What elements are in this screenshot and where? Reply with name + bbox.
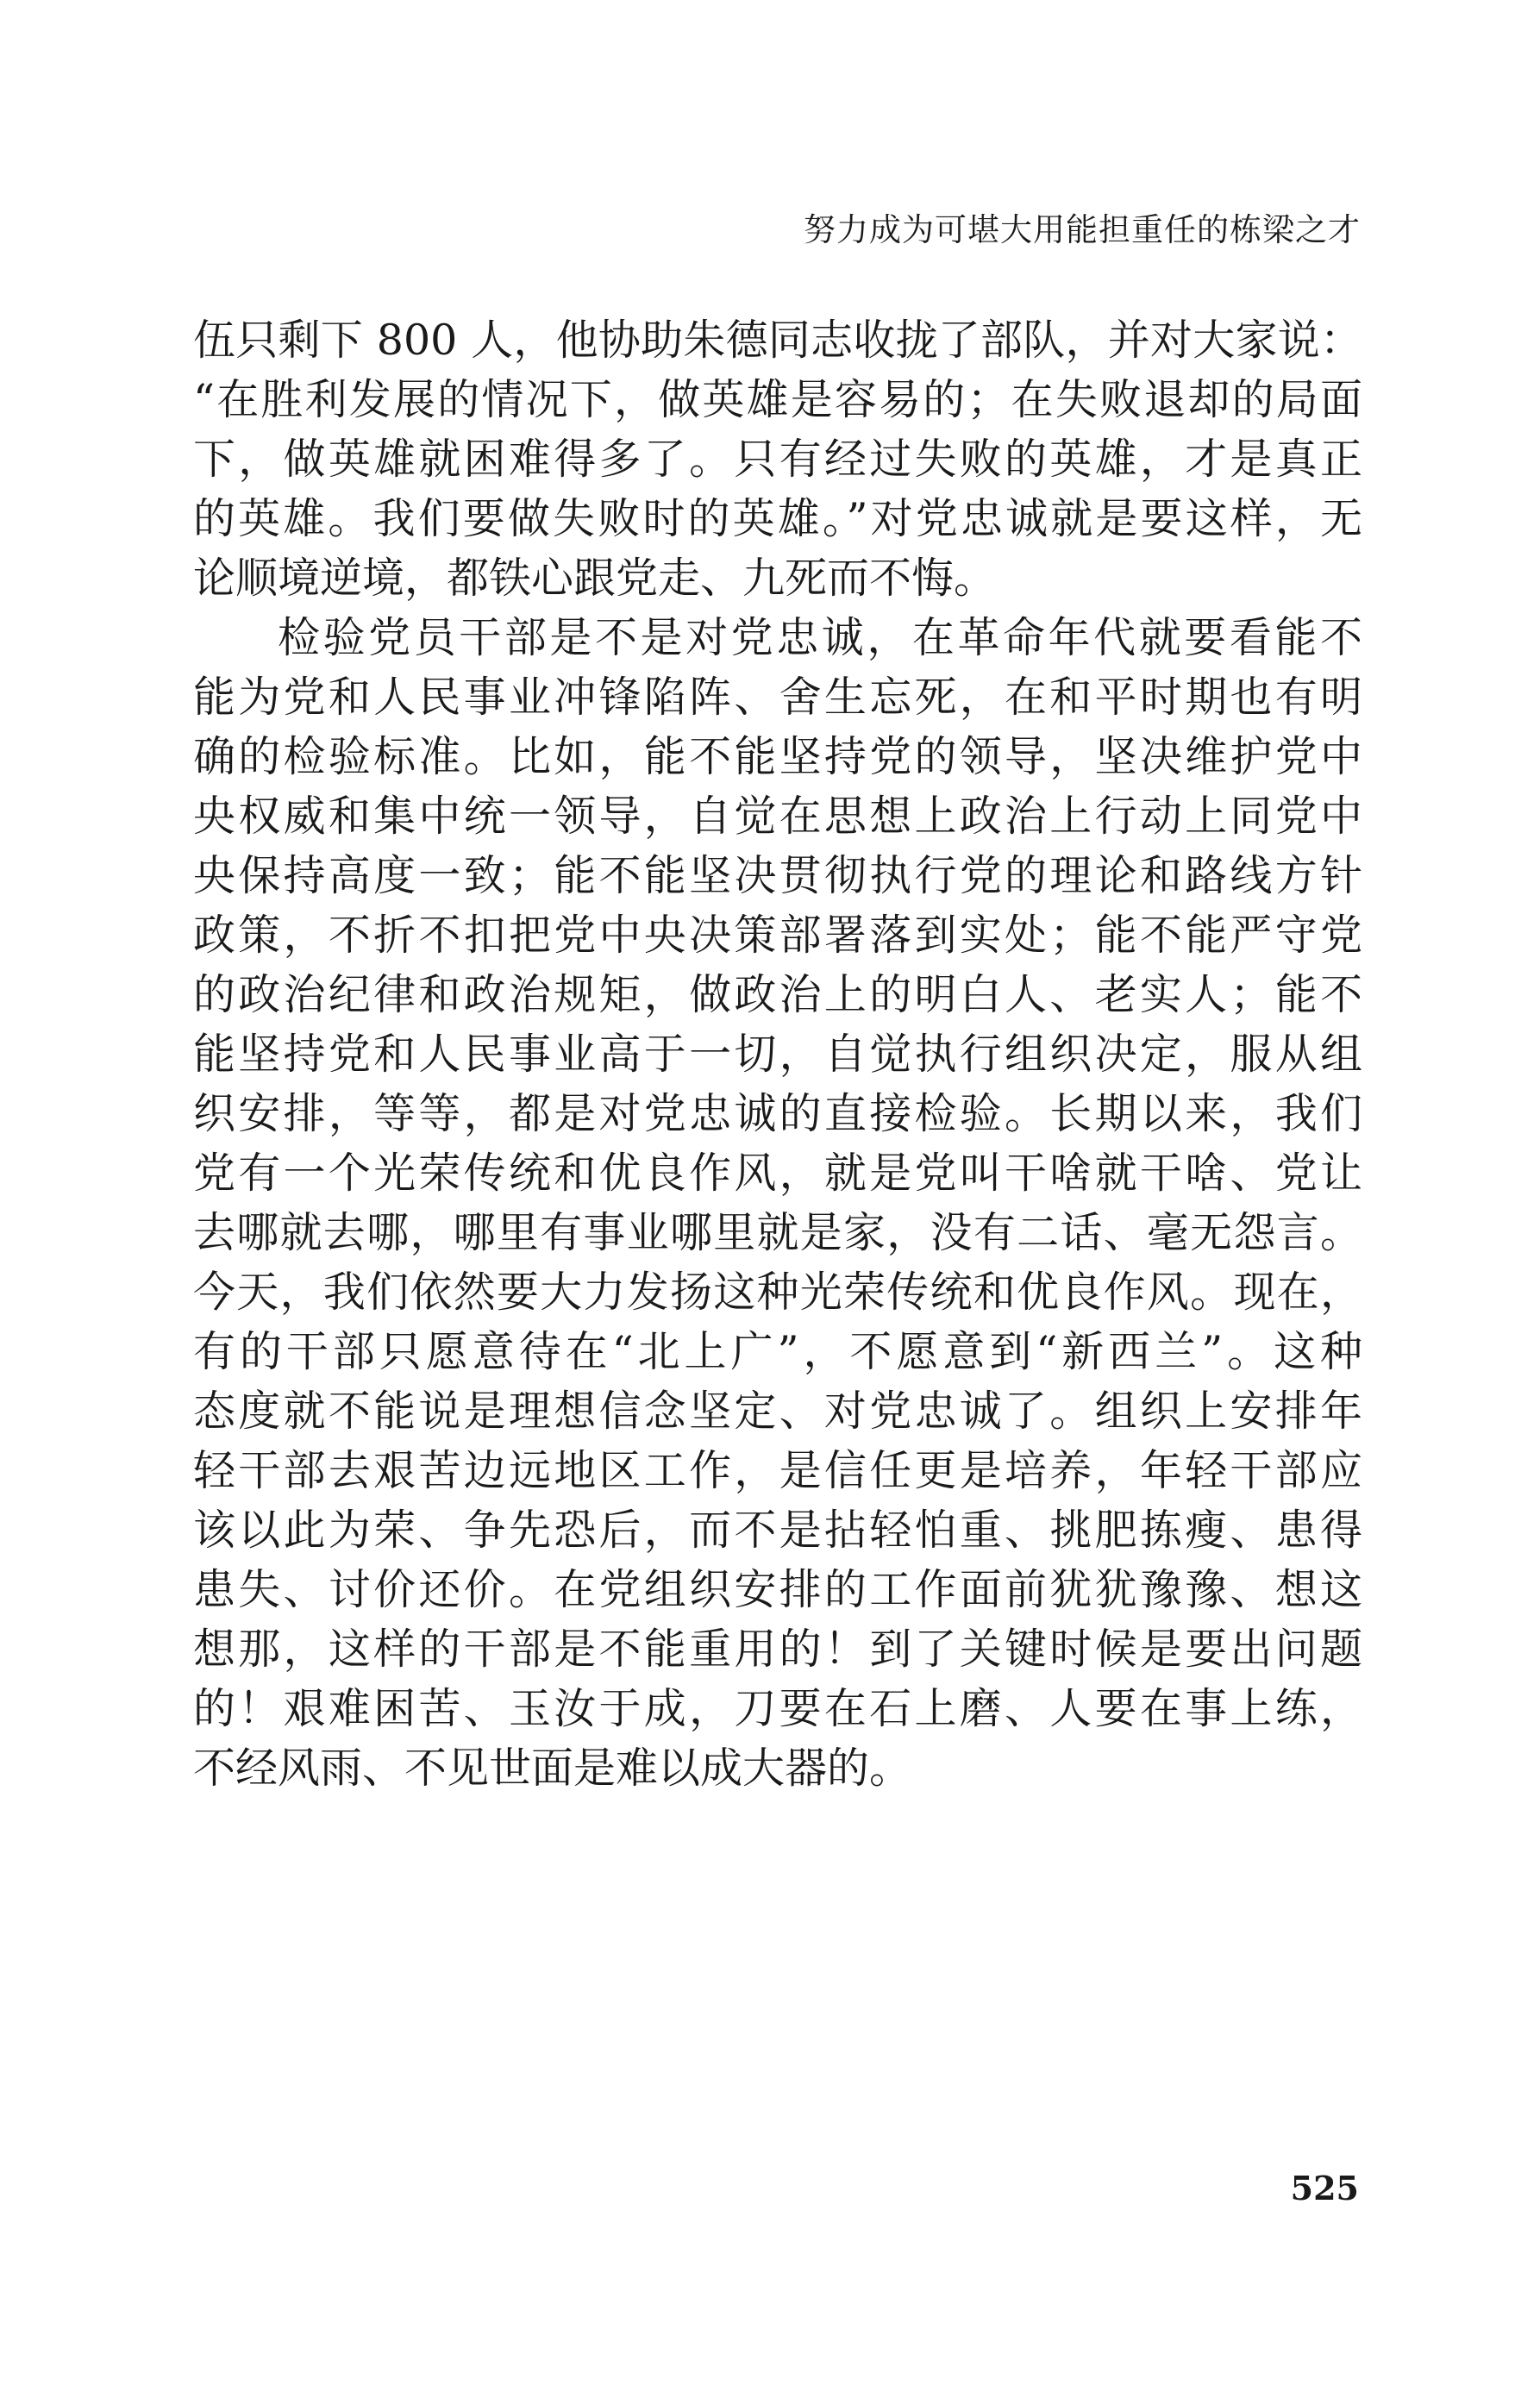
text-line: 下，做英雄就困难得多了。只有经过失败的英雄，才是真正 <box>193 435 1362 484</box>
running-header: 努力成为可堪大用能担重任的栋梁之才 <box>804 211 1361 248</box>
page-number: 525 <box>1290 2169 1359 2207</box>
text-line: 不经风雨、不见世面是难以成大器的。 <box>193 1744 912 1793</box>
text-line: 政策，不折不扣把党中央决策部署落到实处；能不能严守党 <box>193 911 1362 960</box>
text-line: 检验党员干部是不是对党忠诚，在革命年代就要看能不 <box>278 613 1362 662</box>
text-line: 能为党和人民事业冲锋陷阵、舍生忘死，在和平时期也有明 <box>193 673 1362 722</box>
text-line: “在胜利发展的情况下，做英雄是容易的；在失败退却的局面 <box>193 375 1362 424</box>
text-line: 该以此为荣、争先恐后，而不是拈轻怕重、挑肥拣瘦、患得 <box>193 1506 1362 1555</box>
text-line: 确的检验标准。比如，能不能坚持党的领导，坚决维护党中 <box>193 732 1362 781</box>
text-line: 的英雄。我们要做失败时的英雄。”对党忠诚就是要这样，无 <box>193 494 1362 543</box>
text-line: 能坚持党和人民事业高于一切，自觉执行组织决定，服从组 <box>193 1030 1362 1079</box>
text-line: 党有一个光荣传统和优良作风，就是党叫干啥就干啥、党让 <box>193 1149 1362 1198</box>
text-line: 论顺境逆境，都铁心跟党走、九死而不悔。 <box>193 554 997 603</box>
text-line: 态度就不能说是理想信念坚定、对党忠诚了。组织上安排年 <box>193 1387 1362 1436</box>
text-line: 织安排，等等，都是对党忠诚的直接检验。长期以来，我们 <box>193 1089 1362 1138</box>
text-line: 的政治纪律和政治规矩，做政治上的明白人、老实人；能不 <box>193 970 1362 1019</box>
text-line: 今天，我们依然要大力发扬这种光荣传统和优良作风。现在， <box>193 1268 1362 1317</box>
text-line: 想那，这样的干部是不能重用的！到了关键时候是要出问题 <box>193 1625 1362 1674</box>
text-line: 有的干部只愿意待在“北上广”，不愿意到“新西兰”。这种 <box>193 1327 1362 1376</box>
text-line: 去哪就去哪，哪里有事业哪里就是家，没有二话、毫无怨言。 <box>193 1208 1362 1257</box>
text-line: 伍只剩下 800 人，他协助朱德同志收拢了部队，并对大家说： <box>193 316 1362 365</box>
text-line: 央权威和集中统一领导，自觉在思想上政治上行动上同党中 <box>193 792 1362 841</box>
text-line: 轻干部去艰苦边远地区工作，是信任更是培养，年轻干部应 <box>193 1446 1362 1495</box>
body-text <box>193 310 1362 1798</box>
text-line: 的！艰难困苦、玉汝于成，刀要在石上磨、人要在事上练， <box>193 1684 1362 1733</box>
text-line: 患失、讨价还价。在党组织安排的工作面前犹犹豫豫、想这 <box>193 1565 1362 1614</box>
text-line: 央保持高度一致；能不能坚决贯彻执行党的理论和路线方针 <box>193 851 1362 900</box>
